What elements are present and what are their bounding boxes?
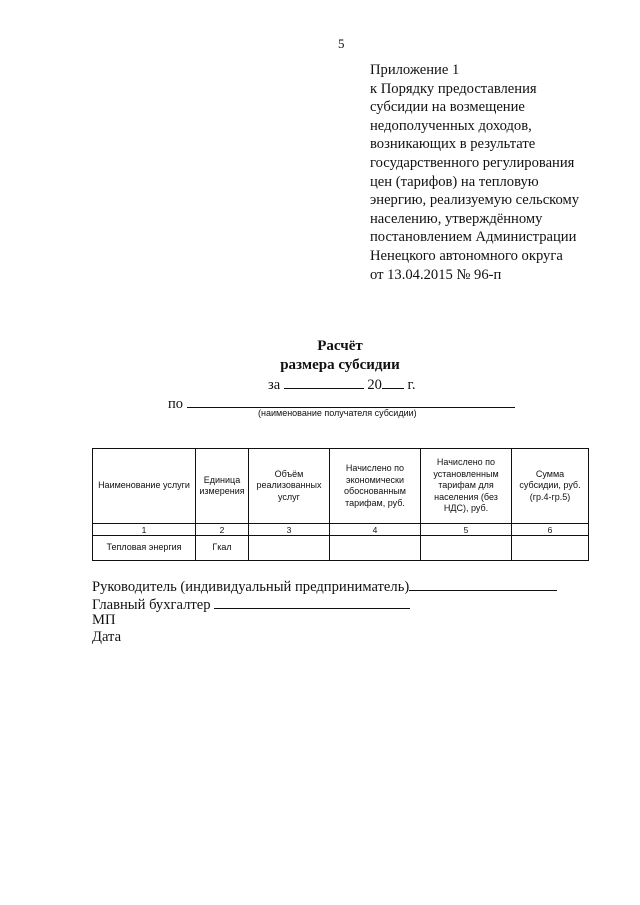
- cell-volume[interactable]: [249, 536, 330, 561]
- date-label: Дата: [92, 629, 122, 645]
- table-row: [93, 536, 589, 561]
- header-subsidy: Сумма субсидии, руб. (гр.4-гр.5): [512, 449, 589, 524]
- accountant-signature-line: [92, 594, 410, 614]
- table-numbers-row: [93, 524, 589, 536]
- column-number: 4: [330, 524, 421, 536]
- month-blank[interactable]: [284, 374, 364, 389]
- appendix-line: Приложение 1: [370, 62, 460, 78]
- cell-service: Тепловая энергия: [93, 536, 196, 561]
- document-subtitle: размера субсидии: [280, 357, 400, 373]
- appendix-line: возникающих в результате: [370, 136, 536, 153]
- head-signature-line: [92, 576, 557, 596]
- page-number: 5: [338, 36, 345, 51]
- column-number: 1: [93, 524, 196, 536]
- appendix-line: недополученных доходов,: [370, 117, 532, 134]
- appendix-block: [370, 61, 630, 284]
- appendix-line: цен (тарифов) на тепловую: [370, 173, 539, 190]
- cell-population-tariff[interactable]: [421, 536, 512, 561]
- header-service: Наименование услуги: [93, 449, 196, 524]
- column-number: 6: [512, 524, 589, 536]
- cell-subsidy[interactable]: [512, 536, 589, 561]
- period-prefix: за: [268, 377, 281, 393]
- appendix-line: от 13.04.2015 № 96-п: [370, 266, 502, 283]
- appendix-line: Ненецкого автономного округа: [370, 247, 563, 264]
- appendix-line: субсидии на возмещение: [370, 99, 525, 116]
- head-signature-blank[interactable]: [409, 576, 557, 591]
- appendix-line: энергию, реализуемую сельскому: [370, 192, 580, 209]
- accountant-signature-blank[interactable]: [214, 594, 410, 609]
- calculation-table: [92, 448, 589, 561]
- year-blank[interactable]: [382, 374, 404, 389]
- header-volume: Объём реализованных услуг: [249, 449, 330, 524]
- appendix-line: к Порядку предоставления: [370, 80, 537, 97]
- head-label: Руководитель (индивидуальный предприниматель): [92, 579, 410, 595]
- header-population-tariff: Начислено по установленным тарифам для населения (без НДС), руб.: [421, 449, 512, 524]
- column-number: 3: [249, 524, 330, 536]
- appendix-line: населению, утверждённому: [370, 210, 543, 227]
- column-number: 2: [196, 524, 249, 536]
- appendix-line: государственного регулирования: [370, 154, 575, 171]
- cell-economic-tariff[interactable]: [330, 536, 421, 561]
- stamp-label: МП: [92, 612, 116, 628]
- accountant-label: Главный бухгалтер: [92, 597, 211, 613]
- header-unit: Единица измерения: [196, 449, 249, 524]
- table-header-row: [93, 449, 589, 524]
- period-line: [268, 374, 415, 394]
- column-number: 5: [421, 524, 512, 536]
- year-prefix: 20: [367, 377, 382, 393]
- recipient-hint: (наименование получателя субсидии): [258, 408, 417, 418]
- recipient-blank[interactable]: [187, 393, 515, 408]
- period-suffix: г.: [407, 377, 416, 393]
- header-economic-tariff: Начислено по экономически обоснованным тарифам, руб.: [330, 449, 421, 524]
- appendix-line: постановлением Администрации: [370, 229, 577, 246]
- document-title: Расчёт: [317, 338, 363, 354]
- cell-unit: Гкал: [196, 536, 249, 561]
- recipient-prefix: по: [168, 396, 184, 412]
